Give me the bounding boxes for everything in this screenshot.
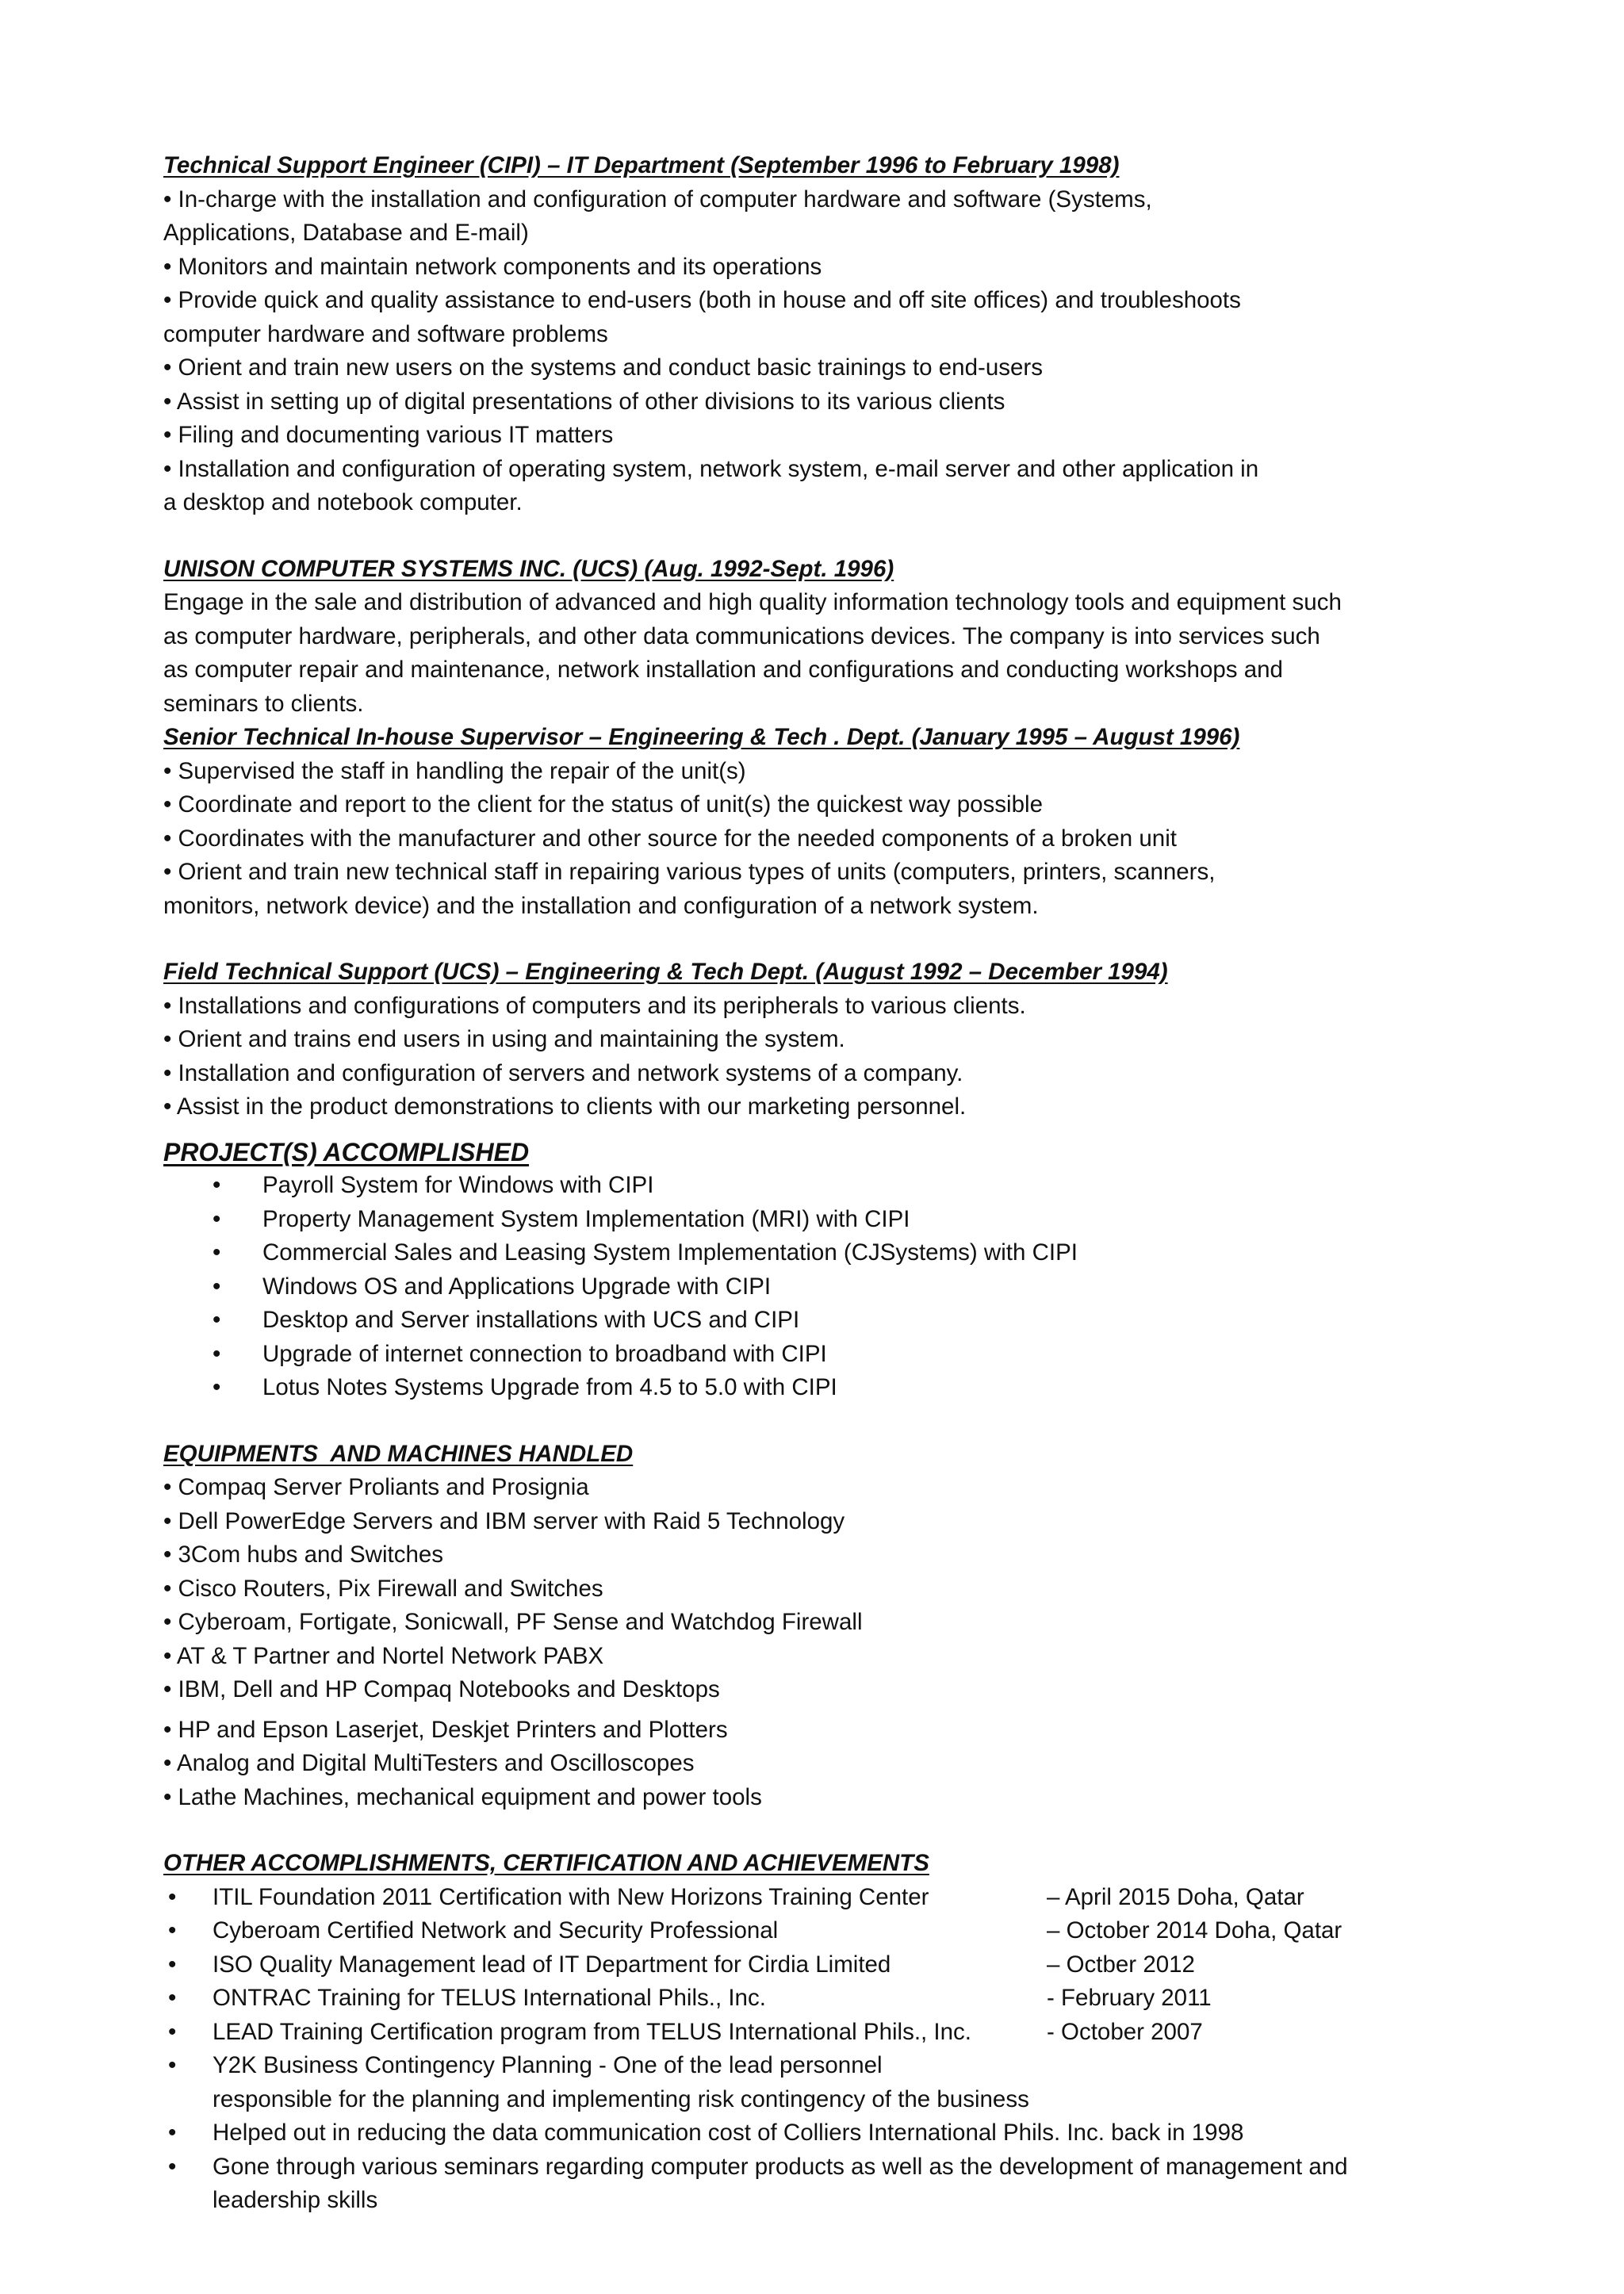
field-role-heading: Field Technical Support (UCS) – Engineering & Tech Dept. (August 1992 – December 1994) [163,959,1168,985]
equipment-line: • Analog and Digital MultiTesters and Oscilloscopes [163,1750,695,1776]
list-item [163,2016,1464,2050]
cipi-role-section [163,149,1464,520]
colliers-line: Helped out in reducing the data communication cost of Colliers International Phils. Inc. back in 1998 [213,2120,1244,2146]
list-item: • Payroll System for Windows with CIPI [163,1169,1464,1203]
list-item [163,1881,1464,1915]
equipment-line: • HP and Epson Laserjet, Deskjet Printers and Plotters [163,1716,728,1743]
spacer [163,1814,1464,1847]
cipi-role-line: • Installation and configuration of operating system, network system, e-mail server and other application in [163,455,1259,482]
y2k-line: Y2K Business Contingency Planning - One of the lead personnel [213,2052,883,2078]
spacer [163,520,1464,553]
equipment-line: • Cyberoam, Fortigate, Sonicwall, PF Sense and Watchdog Firewall [163,1609,863,1635]
equipment-line: • Compaq Server Proliants and Prosignia [163,1474,589,1500]
spacer [163,923,1464,956]
senior-role-line: • Supervised the staff in handling the repair of the unit(s) [163,757,746,784]
accomplishment-title: Cyberoam Certified Network and Security Professional [213,1917,779,1944]
equipment-line: • 3Com hubs and Switches [163,1541,444,1568]
bullet-icon: • [213,1205,221,1232]
projects-heading: PROJECT(S) ACCOMPLISHED [163,1137,530,1166]
cipi-role-line: • Orient and train new users on the systems and conduct basic trainings to end-users [163,354,1043,381]
bullet-icon: • [168,2018,177,2045]
projects-section [163,1136,1464,1405]
field-role-line: • Orient and trains end users in using and maintaining the system. [163,1026,845,1052]
cipi-role-line: • Filing and documenting various IT matters [163,422,614,448]
accomplishment-date: – April 2015 Doha, Qatar [1047,1883,1304,1910]
accomplishment-date: - February 2011 [1047,1985,1212,2011]
cipi-role-line: • In-charge with the installation and configuration of computer hardware and software (Systems, [163,186,1152,213]
field-role-line: • Assist in the product demonstrations to clients with our marketing personnel. [163,1093,967,1120]
cipi-role-line: Applications, Database and E-mail) [163,220,529,246]
accomplishment-title: ISO Quality Management lead of IT Department for Cirdia Limited [213,1951,891,1978]
accomplishment-title: LEAD Training Certification program from TELUS International Phils., Inc. [213,2018,971,2045]
senior-role-line: monitors, network device) and the installation and configuration of a network system. [163,892,1039,919]
senior-role-line: • Coordinate and report to the client for the status of unit(s) the quickest way possible [163,791,1043,818]
field-role-line: • Installations and configurations of computers and its peripherals to various clients. [163,992,1026,1019]
spacer [163,1124,1464,1136]
cipi-role-line: • Assist in setting up of digital presentations of other divisions to its various clients [163,388,1005,415]
accomplishment-date: – October 2014 Doha, Qatar [1047,1917,1342,1944]
list-item [163,2049,1464,2116]
unison-description-line: as computer repair and maintenance, network installation and configurations and conducting workshops and [163,657,1283,683]
cipi-role-line: • Monitors and maintain network components and its operations [163,253,822,280]
list-item [163,1982,1464,2016]
cipi-role-line: • Provide quick and quality assistance to end-users (both in house and off site offices) and troubleshoots [163,287,1241,313]
bullet-icon: • [168,1883,177,1910]
bullet-icon: • [168,2153,177,2180]
unison-description-line: as computer hardware, peripherals, and other data communications devices. The company is into services such [163,622,1320,649]
bullet-icon: • [213,1273,221,1300]
equipment-section [163,1438,1464,1815]
unison-description-line: Engage in the sale and distribution of advanced and high quality information technology tools and equipment such [163,589,1342,615]
list-item [163,2150,1464,2218]
unison-description-line: seminars to clients. [163,690,364,717]
bullet-icon: • [213,1307,221,1333]
field-role-section [163,956,1464,1124]
bullet-icon: • [168,2052,177,2078]
equipment-line: • Dell PowerEdge Servers and IBM server with Raid 5 Technology [163,1507,845,1534]
accomplishments-section [163,1847,1464,2218]
bullet-icon: • [213,1172,221,1198]
accomplishment-title: ONTRAC Training for TELUS International Phils., Inc. [213,1985,766,2011]
senior-role-line: • Orient and train new technical staff in repairing various types of units (computers, printers, scanners, [163,859,1216,885]
list-item [163,1948,1464,1982]
list-item: • Upgrade of internet connection to broadband with CIPI [163,1338,1464,1372]
spacer [163,1405,1464,1438]
accomplishment-date: – Octber 2012 [1047,1951,1195,1978]
cipi-role-line: a desktop and notebook computer. [163,489,523,515]
equipment-line: • Cisco Routers, Pix Firewall and Switches [163,1575,603,1602]
field-role-line: • Installation and configuration of servers and network systems of a company. [163,1059,963,1086]
list-item: • Windows OS and Applications Upgrade with CIPI [163,1270,1464,1304]
senior-role-heading: Senior Technical In-house Supervisor – Engineering & Tech . Dept. (January 1995 – August 1996) [163,724,1240,750]
equipment-heading: EQUIPMENTS AND MACHINES HANDLED [163,1440,634,1467]
senior-role-section [163,721,1464,923]
equipment-line: • AT & T Partner and Nortel Network PABX [163,1642,604,1669]
cipi-role-line: computer hardware and software problems [163,320,608,347]
list-item: • Property Management System Implementation (MRI) with CIPI [163,1203,1464,1237]
accomplishments-heading: OTHER ACCOMPLISHMENTS, CERTIFICATION AND ACHIEVEMENTS [163,1850,929,1876]
list-item [163,2116,1464,2150]
accomplishments-list [163,1881,1464,2218]
equipment-line: • IBM, Dell and HP Compaq Notebooks and Desktops [163,1676,720,1702]
seminars-line: Gone through various seminars regarding computer products as well as the development of management and leadership skills [213,2153,1348,2213]
bullet-icon: • [168,2120,177,2146]
accomplishment-title: ITIL Foundation 2011 Certification with New Horizons Training Center [213,1883,929,1910]
bullet-icon: • [168,1951,177,1978]
list-item [163,1914,1464,1948]
bullet-icon: • [168,1917,177,1944]
list-item: • Desktop and Server installations with UCS and CIPI [163,1304,1464,1338]
bullet-icon: • [213,1340,221,1367]
equipment-line: • Lathe Machines, mechanical equipment and power tools [163,1783,762,1810]
bullet-icon: • [213,1374,221,1400]
bullet-icon: • [168,1985,177,2011]
accomplishment-date: - October 2007 [1047,2018,1203,2045]
unison-heading: UNISON COMPUTER SYSTEMS INC. (UCS) (Aug. 1992-Sept. 1996) [163,555,894,582]
projects-list [163,1169,1464,1405]
bullet-icon: • [213,1239,221,1266]
list-item: • Lotus Notes Systems Upgrade from 4.5 to 5.0 with CIPI [163,1371,1464,1405]
unison-section [163,553,1464,722]
list-item: • Commercial Sales and Leasing System Implementation (CJSystems) with CIPI [163,1236,1464,1270]
resume-page [163,149,1464,2218]
senior-role-line: • Coordinates with the manufacturer and other source for the needed components of a broken unit [163,825,1177,852]
cipi-role-heading: Technical Support Engineer (CIPI) – IT Department (September 1996 to February 1998) [163,152,1120,178]
y2k-line: responsible for the planning and implementing risk contingency of the business [213,2085,1029,2112]
